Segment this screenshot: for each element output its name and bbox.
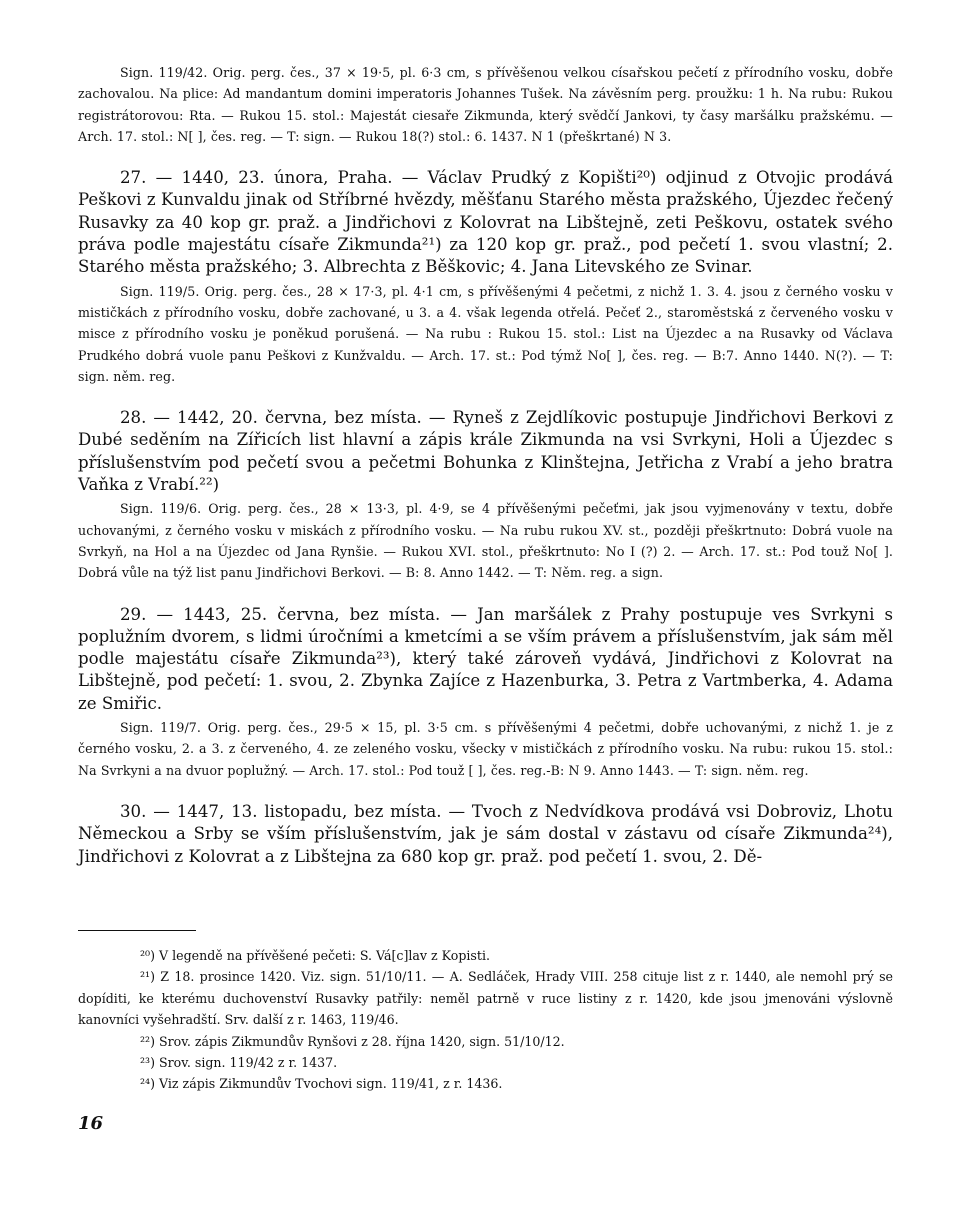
- footnote-separator: [78, 930, 196, 931]
- footnote-21: ²¹) Z 18. prosince 1420. Viz. sign. 51/10/11. — A. Sedláček, Hrady VIII. 258 cituje list z r. 1440, ale nemohl prý se dopíditi, ke kterému duchovenství Rusavky patřily: neměl patrně v ruce listiny z r. 1420, kde jsou jmenováni výslovně kanovníci vyšehradští. Srv. další z r. 1463, 119/46.: [78, 969, 893, 1028]
- page-number: 16: [78, 1113, 104, 1134]
- archival-note-top: Sign. 119/42. Orig. perg. čes., 37 × 19·5, pl. 6·3 cm, s přívěšenou velkou císařskou pečetí z přírodního vosku, dobře zachovalou. Na plice: Ad mandantum domini imperatoris Johannes Tušek. Na závěsním perg. proužku: 1 h. Na rubu: Rukou registrátorovou: Rta. — Rukou 15. stol.: Majestát ciesaře Zikmunda, který svědčí Jankovi, ty časy maršálku pražskému. — Arch. 17. stol.: N[ ], čes. reg. — T: sign. — Rukou 18(?) stol.: 6. 1437. N 1 (přeškrtané) N 3.: [78, 65, 893, 144]
- archival-note: Sign. 119/6. Orig. perg. čes., 28 × 13·3, pl. 4·9, se 4 přívěšenými pečeťmi, jak jsou vyjmenovány v textu, dobře uchovanými, z černého vosku v miskách z přírodního vosku. — Na rubu rukou XV. st., později přeškrtnuto: Dobrá vuole na Svrkyň, na Hol a na Újezdec od Jana Rynšie. — Rukou XVI. stol., přeškrtnuto: No I (?) 2. — Arch. 17. st.: Pod touž No[ ]. Dobrá vůle na týž list panu Jindřichovi Berkovi. — B: 8. Anno 1442. — T: Něm. reg. a sign.: [78, 501, 893, 581]
- footnote-24: ²⁴) Viz zápis Zikmundův Tvochovi sign. 119/41, z r. 1436.: [140, 1076, 503, 1092]
- regest-entry-27: [78, 167, 893, 387]
- regest-entry-29: [78, 604, 893, 781]
- footnotes: [78, 945, 893, 1095]
- page-body: [78, 62, 893, 868]
- regest-text: 28. — 1442, 20. června, bez místa. — Ryneš z Zejdlíkovic postupuje Jindřichovi Berkovi z Dubé seděním na Zířicích list hlavní a zápis krále Zikmunda na vsi Svrkyni, Holi a Újezdec s příslušenstvím pod pečetí svou a pečetmi Bohunka z Klinštejna, Jetřicha z Vrabí a jeho bratra Vaňka z Vrabí.²²): [78, 408, 893, 495]
- footnote-20: ²⁰) V legendě na přívěšené pečeti: S. Vá[c]lav z Kopisti.: [140, 948, 490, 963]
- regest-text: 29. — 1443, 25. června, bez místa. — Jan maršálek z Prahy postupuje ves Svrkyni s poplužním dvorem, s lidmi úročními a kmetcími a se vším právem a příslušenstvím, jak sám měl podle majestátu císaře Zikmunda²³), který také zároveň vydává, Jindřichovi z Kolovrat na Libštejně, pod pečetí: 1. svou, 2. Zbynka Zajíce z Hazenburka, 3. Petra z Vartmberka, 4. Adama ze Smiřic.: [78, 604, 893, 713]
- archival-note: Sign. 119/5. Orig. perg. čes., 28 × 17·3, pl. 4·1 cm, s přívěšenými 4 pečetmi, z nichž 1. 3. 4. jsou z černého vosku v mističkách z přírodního vosku, dobře zachované, u 3. a 4. však legenda otřelá. Pečeť 2., staroměstská z červeného vosku v misce z přírodního vosku je poněkud porušená. — Na rubu : Rukou 15. stol.: List na Újezdec a na Rusavky od Václava Prudkého dobrá vuole panu Peškovi z Kunžvaldu. — Arch. 17. st.: Pod týmž No[ ], čes. reg. — B:7. Anno 1440. N(?). — T: sign. něm. reg.: [78, 283, 893, 384]
- regest-text: 30. — 1447, 13. listopadu, bez místa. — Tvoch z Nedvídkova prodává vsi Dobroviz, Lhotu Německou a Srby se vším příslušenstvím, jak je sám dostal v zástavu od císaře Zikmunda²⁴), Jindřichovi z Kolovrat a z Libštejna za 680 kop gr. praž. pod pečetí 1. svou, 2. Dě-: [78, 801, 893, 866]
- regest-text: 27. — 1440, 23. února, Praha. — Václav Prudký z Kopišti²⁰) odjinud z Otvojic prodává Peškovi z Kunvaldu jinak od Stříbrné hvězdy, měšťanu Starého města pražského, Újezdec řečený Rusavky za 40 kop gr. praž. a Jindřichovi z Kolovrat na Libštejně, zeti Peškovu, ostatek svého práva podle majestátu císaře Zikmunda²¹) za 120 kop gr. praž., pod pečetí 1. svou vlastní; 2. Starého města pražského; 3. Albrechta z Běškovic; 4. Jana Litevského ze Svinar.: [78, 168, 893, 277]
- regest-entry-28: [78, 407, 893, 583]
- archival-note: Sign. 119/7. Orig. perg. čes., 29·5 × 15, pl. 3·5 cm. s přívěšenými 4 pečetmi, dobře uchovanými, z nichž 1. je z černého vosku, 2. a 3. z červeného, 4. ze zeleného vosku, všecky v mističkách z přírodního vosku. Na rubu: rukou 15. stol.: Na Svrkyni a na dvuor poplužný. — Arch. 17. stol.: Pod touž [ ], čes. reg.-B: N 9. Anno 1443. — T: sign. něm. reg.: [78, 720, 893, 778]
- footnote-22: ²²) Srov. zápis Zikmundův Rynšovi z 28. října 1420, sign. 51/10/12.: [140, 1033, 565, 1049]
- footnote-23: ²³) Srov. sign. 119/42 z r. 1437.: [140, 1055, 338, 1071]
- regest-entry-30: [78, 801, 893, 868]
